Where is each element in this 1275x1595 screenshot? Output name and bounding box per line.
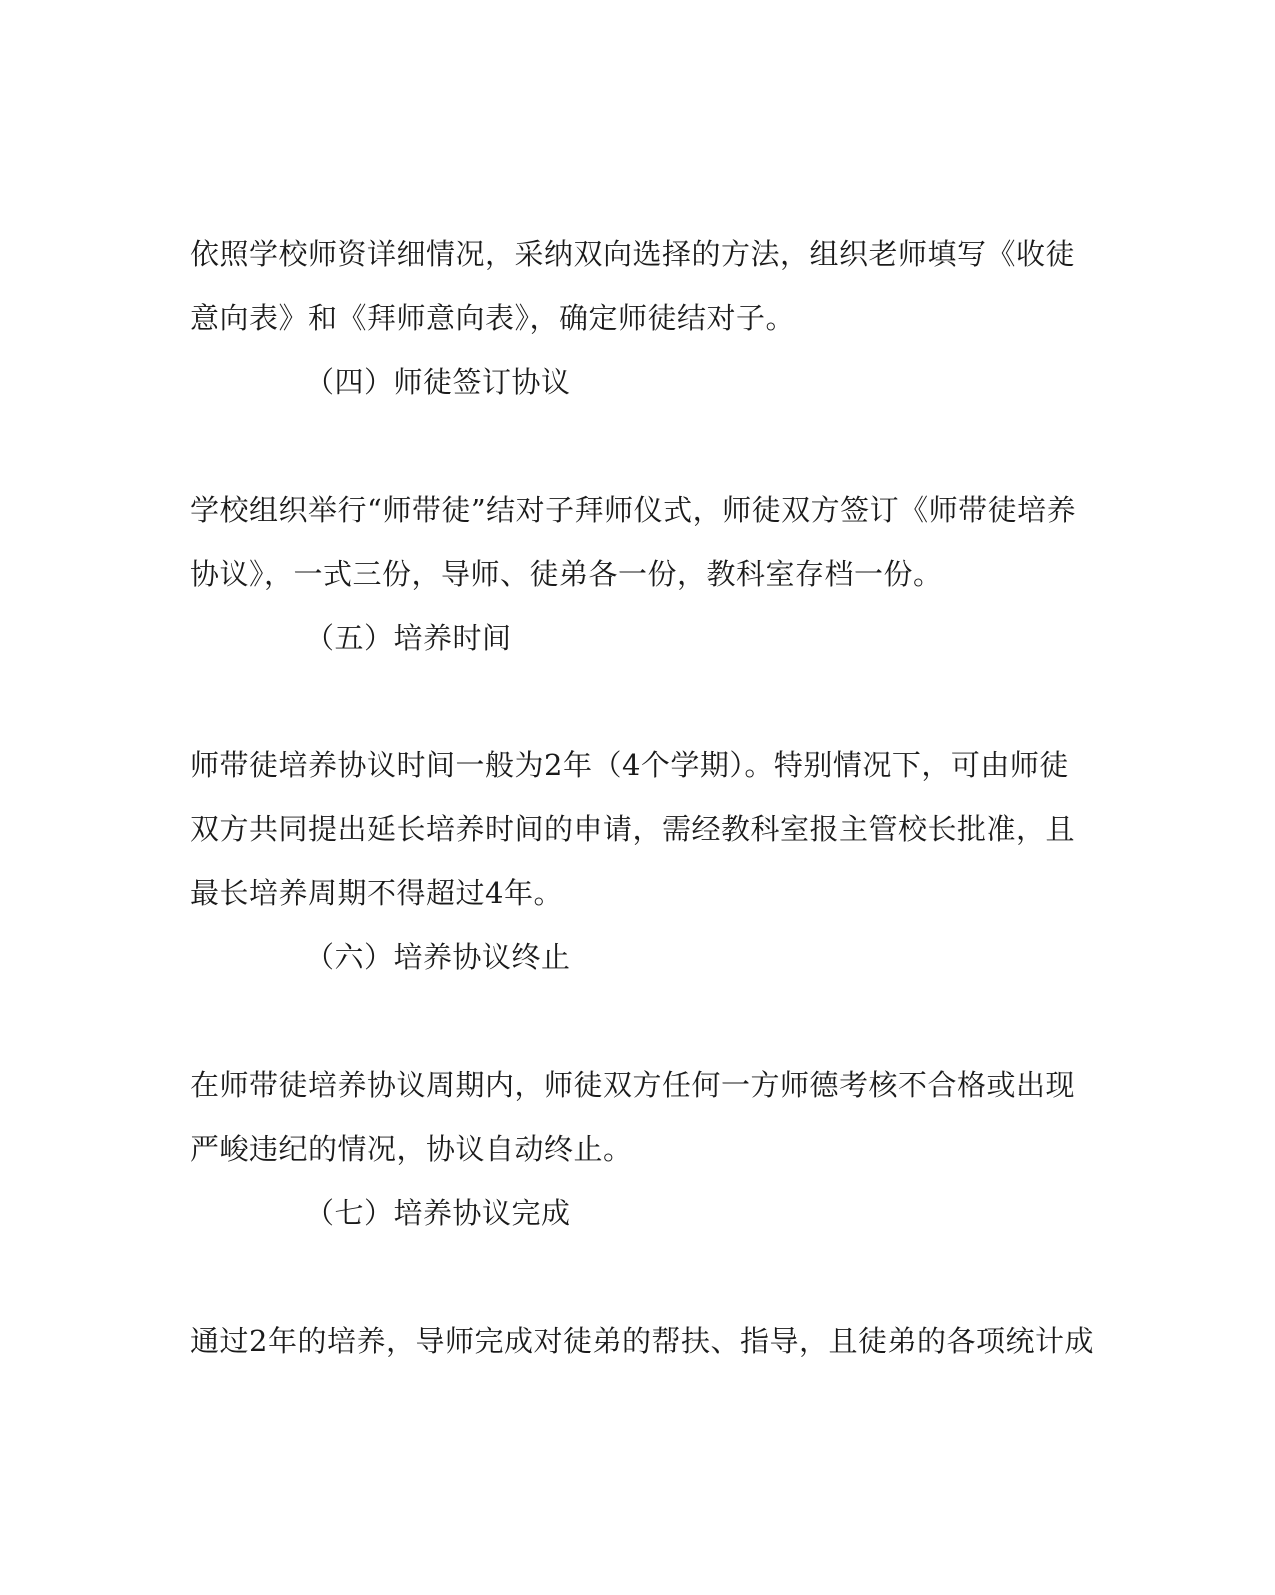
paragraph-duration-line-2: 双方共同提出延长培养时间的申请，需经教科室报主管校长批准，且 [190, 812, 1076, 846]
paragraph-termination-line-2: 严峻违纪的情况，协议自动终止。 [190, 1132, 633, 1166]
section-heading-training-time: （五）培养时间 [305, 621, 512, 655]
paragraph-duration-line-3: 最长培养周期不得超过4年。 [190, 876, 563, 910]
paragraph-pairing-line-2: 意向表》和《拜师意向表》，确定师徒结对子。 [190, 301, 796, 335]
section-heading-sign-agreement: （四）师徒签订协议 [305, 365, 571, 399]
section-heading-completion: （七）培养协议完成 [305, 1196, 571, 1230]
section-heading-termination: （六）培养协议终止 [305, 940, 571, 974]
paragraph-ceremony-line-1: 学校组织举行“师带徒”结对子拜师仪式，师徒双方签订《师带徒培养 [190, 493, 1077, 527]
paragraph-duration-line-1: 师带徒培养协议时间一般为2年（4个学期）。特别情况下，可由师徒 [190, 748, 1069, 782]
paragraph-pairing-line-1: 依照学校师资详细情况，采纳双向选择的方法，组织老师填写《收徒 [190, 237, 1076, 271]
paragraph-termination-line-1: 在师带徒培养协议周期内，师徒双方任何一方师德考核不合格或出现 [190, 1068, 1076, 1102]
paragraph-ceremony-line-2: 协议》，一式三份，导师、徒弟各一份，教科室存档一份。 [190, 557, 943, 591]
paragraph-completion-line-1: 通过2年的培养，导师完成对徒弟的帮扶、指导，且徒弟的各项统计成 [190, 1324, 1094, 1358]
